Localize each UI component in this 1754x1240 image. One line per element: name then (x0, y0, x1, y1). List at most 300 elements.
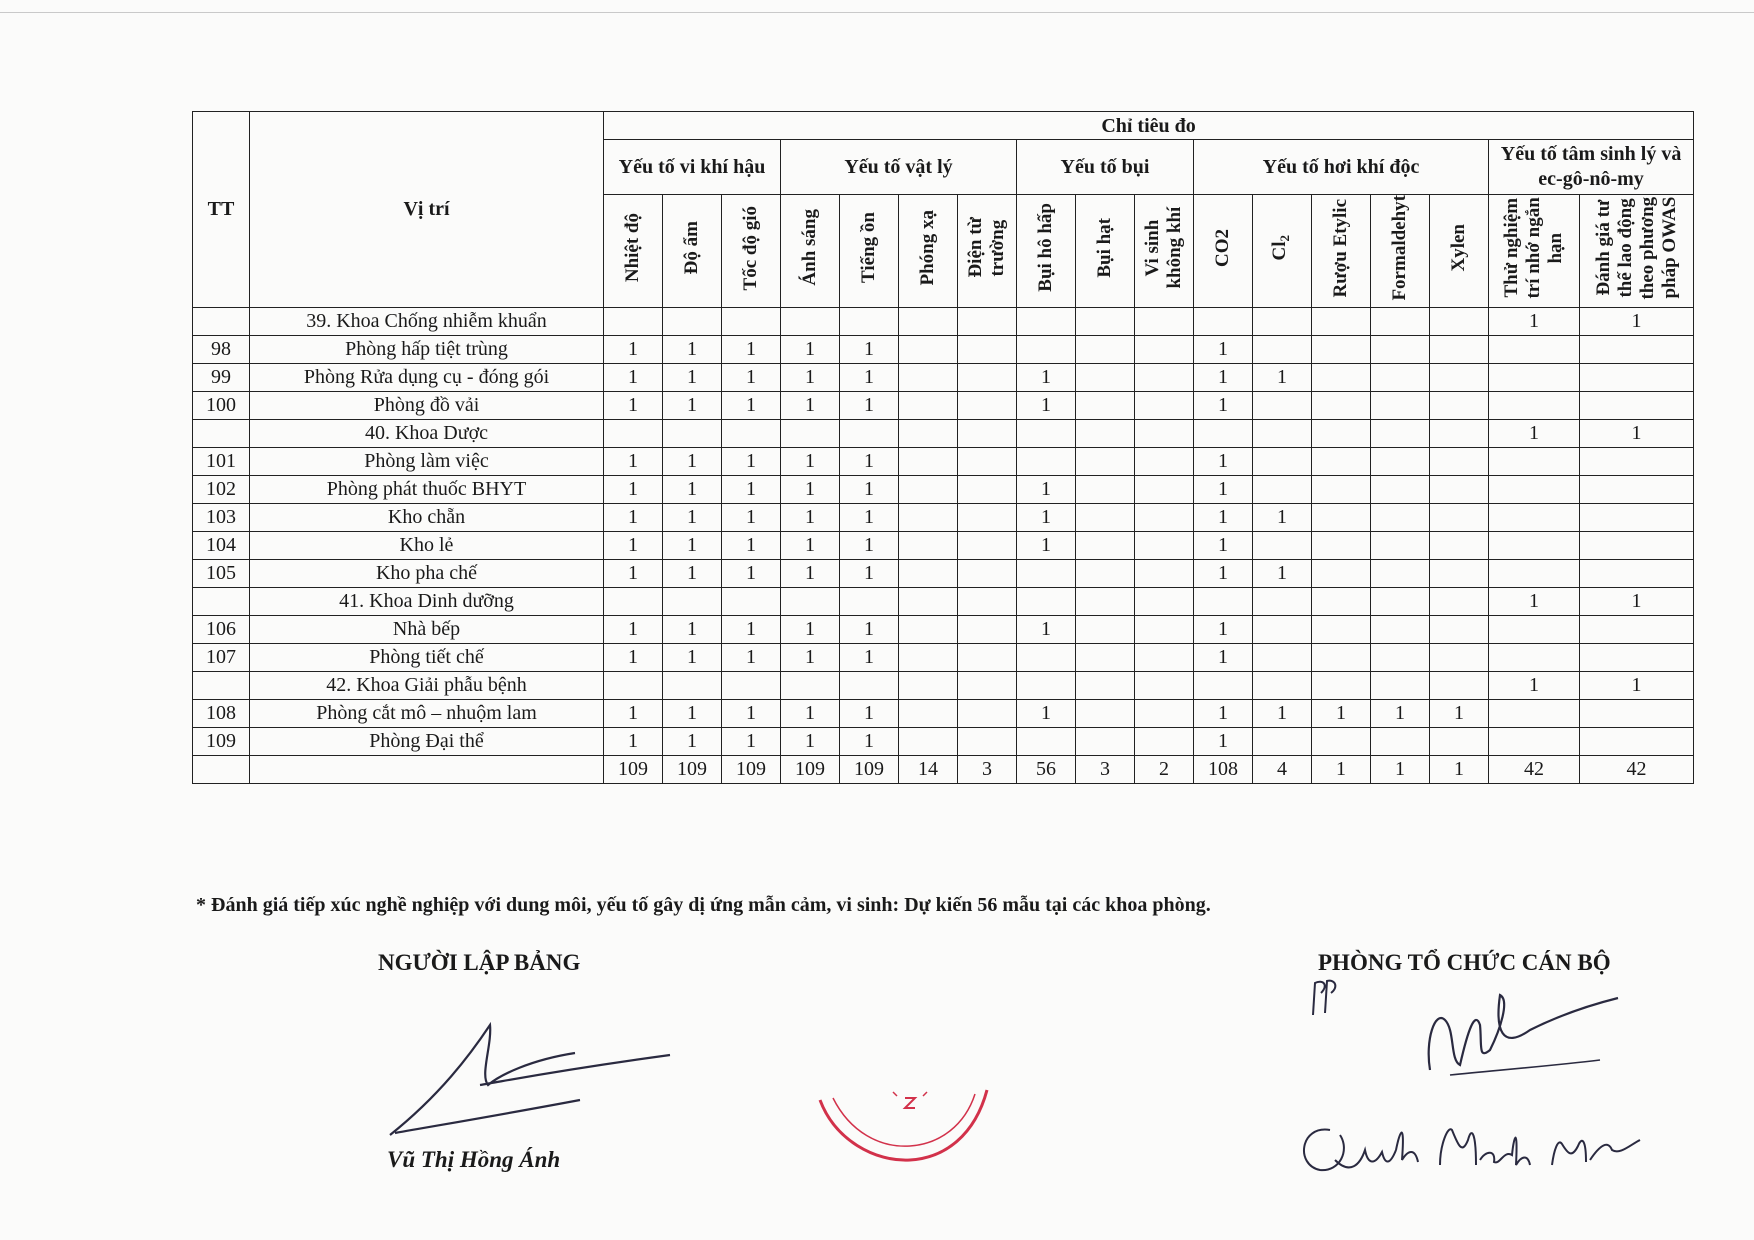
cell-anh-sang: 1 (781, 335, 840, 363)
total-co2: 108 (1194, 755, 1253, 783)
cell-co2 (1194, 419, 1253, 447)
table-body (193, 307, 1694, 783)
cell-do-am: 1 (663, 447, 722, 475)
total-tieng-on: 109 (840, 755, 899, 783)
cell-anh-sang: 1 (781, 727, 840, 755)
cell-co2: 1 (1194, 559, 1253, 587)
cell-ruou-etylic (1312, 503, 1371, 531)
cell-bui-ho-hap: 1 (1017, 475, 1076, 503)
cell-formaldehyt (1371, 615, 1430, 643)
cell-xylen (1430, 363, 1489, 391)
cell-dien-tu-truong (958, 643, 1017, 671)
cell-bui-hat (1076, 307, 1135, 335)
cell-anh-sang (781, 307, 840, 335)
cell-ruou-etylic (1312, 447, 1371, 475)
cell-tt: 104 (193, 531, 250, 559)
cell-dien-tu-truong (958, 559, 1017, 587)
cell-danh-gia-owas (1580, 363, 1694, 391)
cell-phong-xa (899, 615, 958, 643)
cell-phong-xa (899, 643, 958, 671)
cell-bui-hat (1076, 503, 1135, 531)
col-header-label (1389, 195, 1411, 301)
cell-bui-hat (1076, 587, 1135, 615)
measurement-table-wrapper (192, 111, 1694, 784)
cell-nhiet-do: 1 (604, 699, 663, 727)
cell-dien-tu-truong (958, 727, 1017, 755)
cell-anh-sang: 1 (781, 643, 840, 671)
cell-do-am: 1 (663, 559, 722, 587)
cell-tt: 100 (193, 391, 250, 419)
cell-formaldehyt (1371, 587, 1430, 615)
cell-vitri: Kho chẵn (250, 503, 604, 531)
measurement-table (192, 111, 1694, 784)
cell-danh-gia-owas (1580, 615, 1694, 643)
table-row (193, 447, 1694, 475)
totals-row (193, 755, 1694, 783)
cell-tieng-on: 1 (840, 531, 899, 559)
cell-formaldehyt (1371, 559, 1430, 587)
cell-co2: 1 (1194, 699, 1253, 727)
cell-ruou-etylic (1312, 587, 1371, 615)
cell-bui-hat (1076, 391, 1135, 419)
group-hoi-khi-doc: Yếu tố hơi khí độc (1194, 140, 1489, 195)
table-row (193, 335, 1694, 363)
cell-vitri (250, 755, 604, 783)
cell-dien-tu-truong (958, 391, 1017, 419)
cell-xylen (1430, 559, 1489, 587)
cell-bui-ho-hap (1017, 643, 1076, 671)
cell-tieng-on: 1 (840, 615, 899, 643)
cell-dien-tu-truong (958, 587, 1017, 615)
cell-thu-nghiem-tri-nho: 1 (1489, 419, 1580, 447)
footnote: * Đánh giá tiếp xúc nghề nghiệp với dung môi, yếu tố gây dị ứng mẫn cảm, vi sinh: Dự kiến 56 mẫu tại các khoa phòng. (196, 894, 1211, 916)
cell-vitri: Phòng làm việc (250, 447, 604, 475)
cell-nhiet-do: 1 (604, 363, 663, 391)
cell-dien-tu-truong (958, 503, 1017, 531)
cell-co2: 1 (1194, 391, 1253, 419)
cell-dien-tu-truong (958, 531, 1017, 559)
cell-xylen (1430, 391, 1489, 419)
cell-co2: 1 (1194, 727, 1253, 755)
total-vi-sinh-khong-khi: 2 (1135, 755, 1194, 783)
cell-thu-nghiem-tri-nho (1489, 531, 1580, 559)
cell-danh-gia-owas (1580, 531, 1694, 559)
cell-toc-do-gio: 1 (722, 531, 781, 559)
cell-phong-xa (899, 503, 958, 531)
cell-anh-sang (781, 419, 840, 447)
col-header-label (1142, 195, 1186, 304)
cell-thu-nghiem-tri-nho (1489, 615, 1580, 643)
cell-formaldehyt (1371, 335, 1430, 363)
group-vi-khi-hau: Yếu tố vi khí hậu (604, 140, 781, 195)
cell-bui-hat (1076, 475, 1135, 503)
cell-co2: 1 (1194, 503, 1253, 531)
cell-bui-ho-hap (1017, 447, 1076, 475)
cell-formaldehyt (1371, 419, 1430, 447)
cell-vi-sinh-khong-khi (1135, 335, 1194, 363)
col-header-do-am (663, 195, 722, 308)
cell-thu-nghiem-tri-nho (1489, 475, 1580, 503)
cell-nhiet-do: 1 (604, 335, 663, 363)
cell-vitri: Phòng Rửa dụng cụ - đóng gói (250, 363, 604, 391)
cell-danh-gia-owas: 1 (1580, 307, 1694, 335)
cell-phong-xa (899, 699, 958, 727)
group-vat-ly: Yếu tố vật lý (781, 140, 1017, 195)
cell-co2: 1 (1194, 531, 1253, 559)
cell-thu-nghiem-tri-nho (1489, 447, 1580, 475)
cell-anh-sang (781, 587, 840, 615)
cell-danh-gia-owas (1580, 699, 1694, 727)
cell-vi-sinh-khong-khi (1135, 475, 1194, 503)
col-header-label (1212, 229, 1234, 267)
cell-do-am: 1 (663, 363, 722, 391)
cell-vitri: Nhà bếp (250, 615, 604, 643)
cell-co2: 1 (1194, 615, 1253, 643)
left-signer-name: Vũ Thị Hồng Ánh (387, 1147, 561, 1172)
cell-thu-nghiem-tri-nho (1489, 699, 1580, 727)
cell-vitri: Phòng tiết chế (250, 643, 604, 671)
cell-phong-xa (899, 475, 958, 503)
cell-anh-sang: 1 (781, 503, 840, 531)
col-header-label (799, 209, 821, 286)
col-header-text: Điện từ trường (965, 217, 1008, 279)
cell-vi-sinh-khong-khi (1135, 307, 1194, 335)
cell-toc-do-gio: 1 (722, 391, 781, 419)
cell-do-am: 1 (663, 699, 722, 727)
total-bui-hat: 3 (1076, 755, 1135, 783)
cell-ruou-etylic (1312, 531, 1371, 559)
col-header-label (622, 213, 644, 282)
header-vitri: Vị trí (250, 112, 604, 308)
cell-bui-hat (1076, 559, 1135, 587)
cell-bui-ho-hap (1017, 335, 1076, 363)
cell-tieng-on (840, 671, 899, 699)
cell-toc-do-gio: 1 (722, 699, 781, 727)
cell-vitri: Phòng phát thuốc BHYT (250, 475, 604, 503)
cell-anh-sang: 1 (781, 699, 840, 727)
cell-do-am (663, 671, 722, 699)
cell-bui-ho-hap (1017, 671, 1076, 699)
cell-tt (193, 587, 250, 615)
cell-ruou-etylic (1312, 559, 1371, 587)
cell-ruou-etylic (1312, 643, 1371, 671)
cell-tt (193, 307, 250, 335)
cell-co2: 1 (1194, 475, 1253, 503)
col-header-anh-sang (781, 195, 840, 308)
col-header-dien-tu-truong (958, 195, 1017, 308)
col-header-label (1035, 203, 1057, 292)
col-header-tieng-on (840, 195, 899, 308)
col-header-text: Tốc độ gió (740, 205, 761, 290)
col-header-ruou-etylic (1312, 195, 1371, 308)
cell-tieng-on: 1 (840, 559, 899, 587)
cell-co2 (1194, 587, 1253, 615)
cell-nhiet-do: 1 (604, 559, 663, 587)
col-header-label (1501, 195, 1567, 304)
cell-tieng-on: 1 (840, 699, 899, 727)
section-name: 40. Khoa Dược (250, 419, 604, 447)
cell-do-am (663, 419, 722, 447)
cell-xylen (1430, 335, 1489, 363)
cell-ruou-etylic (1312, 307, 1371, 335)
cell-tieng-on: 1 (840, 363, 899, 391)
cell-vi-sinh-khong-khi (1135, 587, 1194, 615)
cell-bui-hat (1076, 419, 1135, 447)
cell-tt: 101 (193, 447, 250, 475)
col-header-phong-xa (899, 195, 958, 308)
cell-nhiet-do: 1 (604, 531, 663, 559)
cell-phong-xa (899, 531, 958, 559)
cell-cl2 (1253, 447, 1312, 475)
cell-toc-do-gio: 1 (722, 475, 781, 503)
subscript: 2 (1276, 235, 1292, 242)
cell-anh-sang (781, 671, 840, 699)
cell-bui-ho-hap (1017, 559, 1076, 587)
cell-xylen (1430, 503, 1489, 531)
cell-tieng-on: 1 (840, 447, 899, 475)
total-danh-gia-owas: 42 (1580, 755, 1694, 783)
cell-do-am (663, 587, 722, 615)
cell-tt: 99 (193, 363, 250, 391)
cell-toc-do-gio: 1 (722, 727, 781, 755)
right-signature (1420, 990, 1620, 1080)
cell-anh-sang: 1 (781, 559, 840, 587)
cell-toc-do-gio: 1 (722, 335, 781, 363)
cell-cl2 (1253, 643, 1312, 671)
table-row (193, 615, 1694, 643)
cell-formaldehyt (1371, 727, 1430, 755)
cell-nhiet-do (604, 307, 663, 335)
col-header-label (1593, 195, 1681, 304)
cell-cl2: 1 (1253, 363, 1312, 391)
cell-phong-xa (899, 307, 958, 335)
col-header-toc-do-gio (722, 195, 781, 308)
cell-do-am: 1 (663, 503, 722, 531)
cell-tieng-on: 1 (840, 475, 899, 503)
cell-xylen (1430, 671, 1489, 699)
cell-bui-ho-hap (1017, 587, 1076, 615)
cell-danh-gia-owas (1580, 503, 1694, 531)
col-header-text: Phóng xạ (917, 210, 938, 286)
cell-cl2 (1253, 391, 1312, 419)
cell-bui-hat (1076, 363, 1135, 391)
col-header-vi-sinh-khong-khi (1135, 195, 1194, 308)
red-seal-stamp (815, 1080, 995, 1170)
cell-dien-tu-truong (958, 307, 1017, 335)
col-header-text: Formaldehyt (1389, 195, 1410, 301)
section-row (193, 419, 1694, 447)
cell-danh-gia-owas: 1 (1580, 419, 1694, 447)
cell-vitri: Phòng đồ vải (250, 391, 604, 419)
cell-do-am: 1 (663, 391, 722, 419)
cell-tt: 105 (193, 559, 250, 587)
left-signer-title: NGƯỜI LẬP BẢNG (378, 950, 581, 975)
col-header-label (740, 206, 762, 290)
cell-xylen (1430, 475, 1489, 503)
cell-dien-tu-truong (958, 699, 1017, 727)
cell-tt (193, 755, 250, 783)
cell-thu-nghiem-tri-nho: 1 (1489, 307, 1580, 335)
cell-nhiet-do: 1 (604, 727, 663, 755)
cell-vitri: Kho pha chế (250, 559, 604, 587)
cell-anh-sang: 1 (781, 475, 840, 503)
header-tt: TT (193, 112, 250, 308)
cell-thu-nghiem-tri-nho (1489, 503, 1580, 531)
cell-nhiet-do: 1 (604, 475, 663, 503)
col-header-bui-hat (1076, 195, 1135, 308)
table-row (193, 699, 1694, 727)
table-row (193, 503, 1694, 531)
cell-ruou-etylic (1312, 671, 1371, 699)
cell-tieng-on: 1 (840, 727, 899, 755)
cell-co2: 1 (1194, 643, 1253, 671)
cell-tt: 103 (193, 503, 250, 531)
cell-formaldehyt (1371, 531, 1430, 559)
col-header-nhiet-do (604, 195, 663, 308)
total-formaldehyt: 1 (1371, 755, 1430, 783)
cell-do-am: 1 (663, 531, 722, 559)
col-header-xylen (1430, 195, 1489, 308)
col-header-text: CO2 (1212, 228, 1233, 267)
cell-dien-tu-truong (958, 447, 1017, 475)
cell-xylen: 1 (1430, 699, 1489, 727)
right-signer-handwritten-name (1290, 1110, 1650, 1190)
cell-vi-sinh-khong-khi (1135, 671, 1194, 699)
total-bui-ho-hap: 56 (1017, 755, 1076, 783)
cell-danh-gia-owas (1580, 475, 1694, 503)
cell-vi-sinh-khong-khi (1135, 391, 1194, 419)
cell-danh-gia-owas (1580, 643, 1694, 671)
cell-bui-hat (1076, 727, 1135, 755)
table-row (193, 363, 1694, 391)
cell-ruou-etylic (1312, 419, 1371, 447)
cell-vi-sinh-khong-khi (1135, 727, 1194, 755)
cell-formaldehyt (1371, 363, 1430, 391)
cell-dien-tu-truong (958, 419, 1017, 447)
cell-tt: 108 (193, 699, 250, 727)
cell-thu-nghiem-tri-nho: 1 (1489, 671, 1580, 699)
total-dien-tu-truong: 3 (958, 755, 1017, 783)
cell-anh-sang: 1 (781, 615, 840, 643)
cell-anh-sang: 1 (781, 447, 840, 475)
section-row (193, 307, 1694, 335)
cell-phong-xa (899, 447, 958, 475)
cell-toc-do-gio: 1 (722, 643, 781, 671)
cell-tt: 107 (193, 643, 250, 671)
cell-co2 (1194, 307, 1253, 335)
total-phong-xa: 14 (899, 755, 958, 783)
cell-vitri: Kho lẻ (250, 531, 604, 559)
cell-formaldehyt (1371, 447, 1430, 475)
cell-bui-hat (1076, 335, 1135, 363)
cell-tieng-on (840, 307, 899, 335)
col-header-text: Xylen (1448, 224, 1469, 272)
col-header-text: Đánh giá tư thế lao động theo phương pháp OWAS (1592, 196, 1680, 300)
cell-anh-sang: 1 (781, 391, 840, 419)
total-xylen: 1 (1430, 755, 1489, 783)
cell-co2: 1 (1194, 363, 1253, 391)
cell-xylen (1430, 531, 1489, 559)
cell-bui-ho-hap (1017, 727, 1076, 755)
right-signer-title: PHÒNG TỔ CHỨC CÁN BỘ (1318, 950, 1611, 975)
cell-phong-xa (899, 363, 958, 391)
cell-tt (193, 671, 250, 699)
section-name: 39. Khoa Chống nhiễm khuẩn (250, 307, 604, 335)
cell-bui-hat (1076, 699, 1135, 727)
cell-toc-do-gio (722, 671, 781, 699)
cell-bui-hat (1076, 615, 1135, 643)
cell-cl2: 1 (1253, 559, 1312, 587)
cell-nhiet-do (604, 671, 663, 699)
cell-cl2 (1253, 335, 1312, 363)
cell-dien-tu-truong (958, 475, 1017, 503)
table-row (193, 727, 1694, 755)
cell-formaldehyt (1371, 671, 1430, 699)
cell-xylen (1430, 447, 1489, 475)
cell-do-am: 1 (663, 475, 722, 503)
cell-anh-sang: 1 (781, 531, 840, 559)
col-header-thu-nghiem-tri-nho (1489, 195, 1580, 308)
cell-formaldehyt (1371, 475, 1430, 503)
total-ruou-etylic: 1 (1312, 755, 1371, 783)
cell-bui-ho-hap: 1 (1017, 531, 1076, 559)
cell-toc-do-gio: 1 (722, 615, 781, 643)
cell-danh-gia-owas (1580, 335, 1694, 363)
cell-thu-nghiem-tri-nho (1489, 727, 1580, 755)
cell-bui-ho-hap: 1 (1017, 503, 1076, 531)
cell-tieng-on: 1 (840, 335, 899, 363)
cell-bui-hat (1076, 531, 1135, 559)
cell-tt: 102 (193, 475, 250, 503)
top-scan-line (0, 12, 1754, 13)
cell-tieng-on: 1 (840, 391, 899, 419)
col-header-text: Cl (1268, 241, 1290, 261)
left-signature (380, 1015, 680, 1145)
col-header-text: Nhiệt độ (622, 213, 643, 283)
cell-vi-sinh-khong-khi (1135, 447, 1194, 475)
cell-formaldehyt (1371, 503, 1430, 531)
cell-nhiet-do: 1 (604, 391, 663, 419)
cell-phong-xa (899, 671, 958, 699)
col-header-cl2 (1253, 195, 1312, 308)
section-row (193, 671, 1694, 699)
table-row (193, 391, 1694, 419)
cell-dien-tu-truong (958, 615, 1017, 643)
cell-formaldehyt (1371, 643, 1430, 671)
cell-xylen (1430, 643, 1489, 671)
col-header-label (1269, 235, 1296, 261)
cell-vi-sinh-khong-khi (1135, 419, 1194, 447)
cell-thu-nghiem-tri-nho (1489, 391, 1580, 419)
cell-cl2 (1253, 307, 1312, 335)
total-nhiet-do: 109 (604, 755, 663, 783)
table-row (193, 643, 1694, 671)
total-do-am: 109 (663, 755, 722, 783)
cell-formaldehyt (1371, 307, 1430, 335)
cell-do-am (663, 307, 722, 335)
cell-phong-xa (899, 419, 958, 447)
cell-danh-gia-owas: 1 (1580, 587, 1694, 615)
cell-phong-xa (899, 587, 958, 615)
cell-danh-gia-owas (1580, 559, 1694, 587)
cell-thu-nghiem-tri-nho: 1 (1489, 587, 1580, 615)
cell-cl2 (1253, 531, 1312, 559)
col-header-label (1448, 224, 1470, 272)
col-header-formaldehyt (1371, 195, 1430, 308)
cell-toc-do-gio: 1 (722, 503, 781, 531)
cell-dien-tu-truong (958, 671, 1017, 699)
total-anh-sang: 109 (781, 755, 840, 783)
